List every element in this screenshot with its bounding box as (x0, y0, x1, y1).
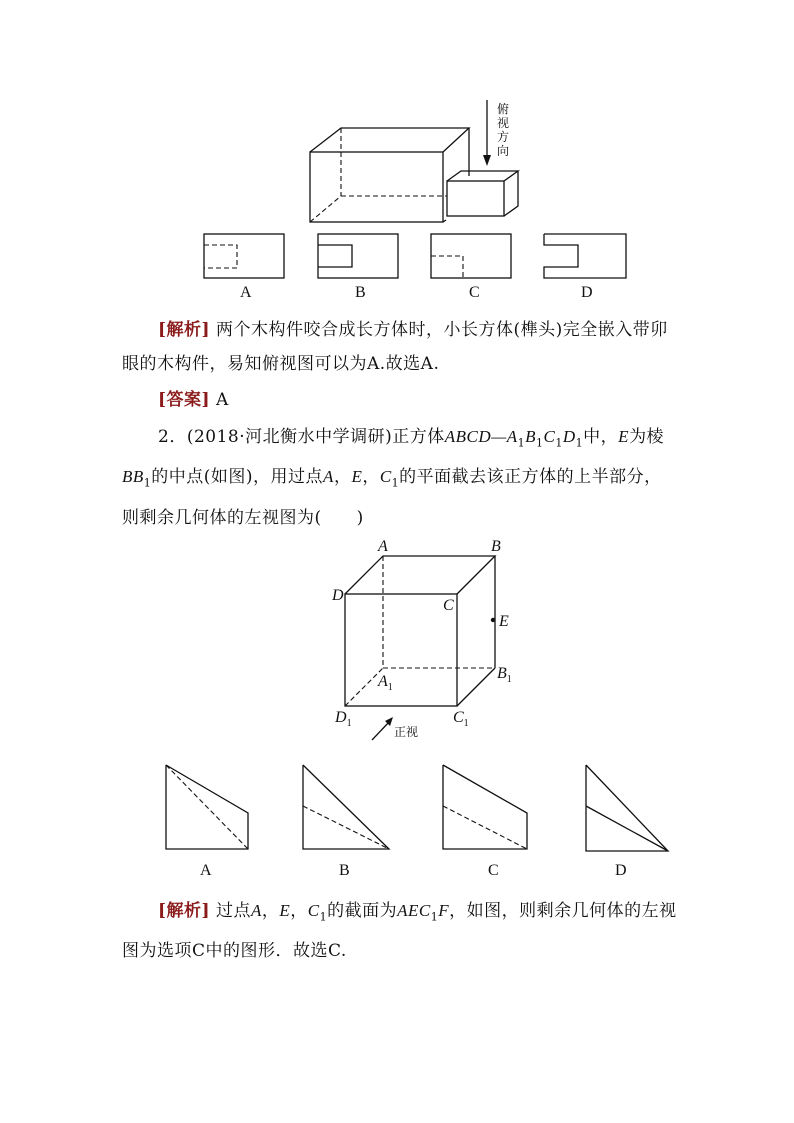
answer1-paragraph (122, 383, 678, 417)
figure2-option-a-label: A (200, 862, 212, 879)
figure1-option-c-label: C (469, 284, 480, 301)
a2-point-a: A (251, 901, 262, 920)
cube-c1: C (543, 427, 556, 446)
figure1-direction-label (497, 102, 509, 158)
figure2-option-a-view (166, 765, 248, 849)
a2-sub2: 1 (430, 910, 439, 924)
figure2-option-c-view (443, 765, 527, 849)
direction-char-1: 俯 (497, 102, 510, 116)
question2-text-e: 的平面截去该正方体的上半部分，则剩余几何体的左视图为( ) (122, 467, 662, 528)
point-a: A (323, 467, 334, 487)
vertex-a1: $A_1$ (378, 673, 393, 693)
figure2-option-c-label: C (488, 862, 499, 879)
vertex-a: A (378, 538, 388, 555)
figure1-option-b-label: B (355, 284, 366, 301)
answer1-tag: [答案] (158, 390, 211, 410)
question2-text-d: 的中点(如图)，用过点 (151, 467, 324, 488)
figure2-cube (345, 556, 495, 740)
figure1-option-a-view (204, 234, 284, 278)
figure1-option-a-label: A (240, 284, 252, 301)
figure1-option-d-label: D (581, 284, 593, 301)
a2-comma2: ， (290, 901, 308, 921)
figure1-option-c-view (431, 234, 511, 278)
a2-point-c: C (307, 901, 320, 920)
sub6: 1 (391, 476, 400, 490)
figure2-option-d-view (586, 765, 668, 851)
question2-text-b: 中， (583, 427, 619, 447)
a2-sub1: 1 (319, 910, 328, 924)
sub2: 1 (536, 436, 544, 450)
figure1-solid (310, 100, 518, 222)
vertex-b1: $B_1$ (497, 665, 512, 685)
figure1-option-d-view (544, 234, 626, 278)
analysis1-paragraph (122, 313, 678, 381)
a2-comma1: ， (261, 901, 280, 921)
analysis2-t3: ，如图，则剩余几何体的左视图为选项C中的图形．故选C. (122, 901, 677, 962)
direction-char-3: 方 (497, 130, 510, 144)
edge-bb: BB (122, 467, 144, 487)
analysis2-t1: 过点 (216, 901, 251, 921)
question2-number: 2． (158, 427, 187, 447)
comma2: ， (362, 467, 380, 488)
question2-text-a: 正方体 (392, 427, 445, 447)
analysis2-tag: [解析] (158, 901, 211, 921)
a2-point-e: E (279, 901, 291, 920)
figure1-option-b-view (318, 234, 398, 278)
question2-source: (2018·河北衡水中学调研) (186, 427, 393, 447)
direction-char-4: 向 (497, 144, 510, 158)
figure2-option-d-label: D (615, 862, 627, 879)
sub4: 1 (575, 436, 584, 450)
sub3: 1 (555, 436, 563, 450)
question2-paragraph (122, 420, 678, 535)
vertex-d: D (332, 587, 344, 604)
cube-d1: D (562, 427, 576, 446)
cube-name: ABCD—A (444, 427, 518, 446)
vertex-d1: $D_1$ (335, 709, 352, 729)
sub5: 1 (143, 476, 152, 490)
vertex-c1: $C_1$ (453, 709, 469, 729)
comma1: ， (333, 467, 352, 488)
analysis1-tag: [解析] (158, 320, 211, 340)
point-e: E (618, 427, 630, 446)
analysis2-paragraph (122, 894, 678, 968)
vertex-b: B (491, 538, 501, 555)
analysis2-t2: 的截面为 (327, 901, 398, 921)
vertex-c: C (443, 597, 454, 614)
figure2-vertex-labels (331, 538, 512, 739)
point-c: C (379, 467, 392, 487)
answer1-value: A (216, 390, 229, 410)
point-e2: E (351, 467, 363, 487)
question2-text-c: 为棱 (629, 427, 665, 447)
a2-aec: AEC (397, 901, 431, 920)
sub1: 1 (517, 436, 526, 450)
front-view-label: 正视 (394, 725, 419, 739)
cube-b1: B (525, 427, 537, 446)
figure2-option-b-label: B (339, 862, 350, 879)
vertex-e: E (499, 613, 509, 630)
figure2-option-b-view (303, 765, 389, 849)
direction-char-2: 视 (497, 116, 510, 130)
analysis1-text: 两个木构件咬合成长方体时，小长方体(榫头)完全嵌入带卯眼的木构件，易知俯视图可以为A.故选A. (122, 320, 668, 374)
a2-point-f: F (438, 901, 450, 920)
